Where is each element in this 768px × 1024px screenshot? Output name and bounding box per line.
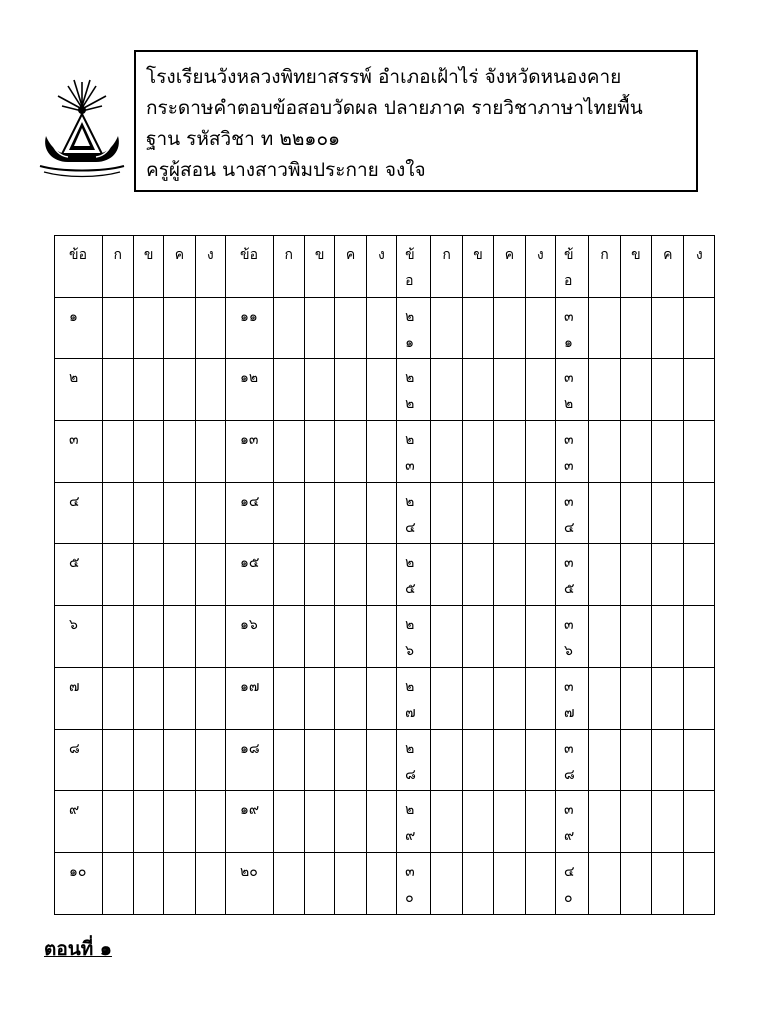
answer-cell-d[interactable]	[525, 359, 555, 421]
answer-cell-b[interactable]	[462, 359, 493, 421]
answer-cell-a[interactable]	[102, 421, 133, 483]
answer-cell-d[interactable]	[684, 667, 715, 729]
answer-cell-d[interactable]	[366, 852, 396, 914]
table-row	[55, 297, 715, 359]
answer-cell-a[interactable]	[102, 482, 133, 544]
exam-title-line: กระดาษคำตอบข้อสอบวัดผล ปลายภาค รายวิชาภาษาไทยพื้น	[146, 97, 643, 119]
item-number: ๑๘	[226, 729, 274, 791]
answer-cell-c[interactable]	[494, 791, 525, 853]
choice-header-a: ก	[273, 236, 304, 298]
item-number: ๑๗	[226, 667, 274, 729]
answer-cell-a[interactable]	[273, 791, 304, 853]
item-number: ๘	[55, 729, 103, 791]
answer-cell-a[interactable]	[431, 297, 462, 359]
item-number-part: ๐	[405, 889, 414, 906]
item-number-part: ๓	[563, 740, 574, 757]
item-number-part: ข้	[405, 247, 415, 263]
answer-cell-c[interactable]	[335, 729, 366, 791]
answer-cell-a[interactable]	[102, 852, 133, 914]
answer-cell-a[interactable]	[589, 791, 620, 853]
answer-cell-b[interactable]	[462, 421, 493, 483]
item-column-header	[397, 236, 431, 298]
answer-cell-a[interactable]	[431, 482, 462, 544]
answer-cell-d[interactable]	[684, 791, 715, 853]
answer-cell-b[interactable]	[620, 297, 651, 359]
answer-cell-d[interactable]	[366, 606, 396, 668]
answer-cell-c[interactable]	[335, 482, 366, 544]
item-number	[397, 606, 431, 668]
answer-cell-c[interactable]	[652, 791, 684, 853]
item-number	[397, 421, 431, 483]
item-number-part: ๓	[563, 555, 574, 572]
answer-cell-b[interactable]	[304, 606, 334, 668]
item-number-part: ๙	[563, 828, 575, 845]
item-number-part: ๒	[563, 396, 574, 413]
choice-header-c: ค	[494, 236, 525, 298]
answer-cell-d[interactable]	[366, 297, 396, 359]
choice-header-a: ก	[431, 236, 462, 298]
item-number: ๑	[55, 297, 103, 359]
answer-cell-c[interactable]	[494, 482, 525, 544]
answer-cell-b[interactable]	[462, 482, 493, 544]
answer-sheet-table	[54, 235, 715, 915]
answer-cell-c[interactable]	[164, 852, 195, 914]
item-number-part: ๓	[405, 458, 415, 475]
choice-header-b: ข	[304, 236, 334, 298]
item-number-part: ๓	[563, 370, 574, 387]
answer-cell-c[interactable]	[652, 544, 684, 606]
item-number-part: ๗	[563, 704, 575, 721]
school-emblem	[32, 76, 132, 180]
answer-cell-b[interactable]	[133, 544, 163, 606]
answer-cell-b[interactable]	[620, 359, 651, 421]
answer-cell-b[interactable]	[620, 544, 651, 606]
answer-cell-c[interactable]	[164, 791, 195, 853]
answer-cell-d[interactable]	[195, 606, 225, 668]
answer-cell-c[interactable]	[164, 544, 195, 606]
answer-cell-a[interactable]	[273, 852, 304, 914]
item-number	[397, 852, 431, 914]
answer-cell-c[interactable]	[652, 606, 684, 668]
answer-cell-b[interactable]	[620, 482, 651, 544]
table-row	[55, 421, 715, 483]
item-number: ๑๖	[226, 606, 274, 668]
answer-cell-b[interactable]	[462, 606, 493, 668]
item-number: ๑๒	[226, 359, 274, 421]
item-number-part: ๒	[405, 493, 415, 510]
item-column-header	[555, 236, 588, 298]
answer-cell-b[interactable]	[133, 482, 163, 544]
part-one-label: ตอนที่ ๑	[44, 938, 112, 960]
school-name-line: โรงเรียนวังหลวงพิทยาสรรพ์ อำเภอเฝ้าไร่ จังหวัดหนองคาย	[146, 66, 622, 88]
answer-cell-a[interactable]	[102, 544, 133, 606]
answer-cell-a[interactable]	[273, 297, 304, 359]
answer-cell-a[interactable]	[431, 544, 462, 606]
item-number	[555, 852, 588, 914]
item-number-part: ๓	[405, 863, 415, 880]
answer-cell-d[interactable]	[195, 544, 225, 606]
answer-cell-a[interactable]	[431, 667, 462, 729]
choice-header-a: ก	[589, 236, 620, 298]
item-number-part: ๒	[405, 308, 415, 325]
answer-cell-c[interactable]	[164, 359, 195, 421]
answer-cell-c[interactable]	[335, 606, 366, 668]
item-number: ๑๓	[226, 421, 274, 483]
item-number: ๖	[55, 606, 103, 668]
answer-cell-d[interactable]	[525, 852, 555, 914]
answer-cell-c[interactable]	[164, 421, 195, 483]
answer-cell-d[interactable]	[525, 421, 555, 483]
item-number	[397, 544, 431, 606]
table-row	[55, 729, 715, 791]
item-number-part: ๒	[405, 617, 415, 634]
item-number	[555, 359, 588, 421]
table-header-row	[55, 236, 715, 298]
answer-cell-b[interactable]	[133, 421, 163, 483]
answer-cell-c[interactable]	[652, 297, 684, 359]
item-number	[555, 482, 588, 544]
item-number-part: ๑	[405, 334, 414, 351]
answer-cell-d[interactable]	[195, 791, 225, 853]
answer-cell-a[interactable]	[589, 852, 620, 914]
item-number-part: ๖	[563, 643, 573, 660]
item-number	[555, 297, 588, 359]
answer-cell-d[interactable]	[525, 544, 555, 606]
item-number-part: ๒	[405, 555, 415, 572]
item-number: ๒	[55, 359, 103, 421]
answer-cell-b[interactable]	[620, 667, 651, 729]
answer-cell-d[interactable]	[366, 421, 396, 483]
answer-cell-a[interactable]	[273, 359, 304, 421]
item-number	[555, 544, 588, 606]
answer-cell-b[interactable]	[133, 606, 163, 668]
answer-cell-c[interactable]	[335, 359, 366, 421]
item-number	[397, 667, 431, 729]
answer-cell-b[interactable]	[304, 791, 334, 853]
item-number-part: ๓	[563, 432, 574, 449]
item-number-part: ๔	[405, 519, 416, 536]
answer-cell-d[interactable]	[195, 852, 225, 914]
answer-cell-b[interactable]	[133, 359, 163, 421]
answer-cell-b[interactable]	[304, 852, 334, 914]
answer-cell-b[interactable]	[462, 544, 493, 606]
answer-cell-c[interactable]	[335, 544, 366, 606]
answer-cell-a[interactable]	[589, 421, 620, 483]
answer-cell-a[interactable]	[589, 606, 620, 668]
answer-cell-a[interactable]	[273, 606, 304, 668]
answer-cell-c[interactable]	[335, 791, 366, 853]
answer-cell-a[interactable]	[431, 791, 462, 853]
answer-cell-d[interactable]	[366, 729, 396, 791]
item-number-part: ๒	[405, 740, 415, 757]
item-number-part: ๗	[405, 704, 416, 721]
answer-cell-d[interactable]	[684, 359, 715, 421]
answer-cell-c[interactable]	[335, 297, 366, 359]
item-number: ๑๙	[226, 791, 274, 853]
answer-cell-d[interactable]	[195, 421, 225, 483]
answer-cell-c[interactable]	[164, 667, 195, 729]
answer-cell-d[interactable]	[195, 667, 225, 729]
item-number-part: ๓	[563, 308, 574, 325]
item-number: ๗	[55, 667, 103, 729]
choice-header-b: ข	[133, 236, 163, 298]
choice-header-c: ค	[652, 236, 684, 298]
answer-cell-b[interactable]	[462, 852, 493, 914]
answer-cell-c[interactable]	[494, 421, 525, 483]
item-number-part: ๓	[563, 617, 574, 634]
answer-cell-a[interactable]	[102, 297, 133, 359]
answer-cell-c[interactable]	[494, 297, 525, 359]
item-number-part: อ	[563, 273, 573, 289]
answer-cell-d[interactable]	[366, 791, 396, 853]
choice-header-d: ง	[525, 236, 555, 298]
answer-cell-b[interactable]	[304, 359, 334, 421]
answer-cell-b[interactable]	[620, 606, 651, 668]
answer-cell-d[interactable]	[366, 482, 396, 544]
answer-cell-a[interactable]	[273, 667, 304, 729]
item-number-part: ๔	[563, 863, 575, 880]
answer-cell-a[interactable]	[102, 729, 133, 791]
answer-cell-b[interactable]	[304, 667, 334, 729]
answer-cell-d[interactable]	[684, 544, 715, 606]
subject-code-line: ฐาน รหัสวิชา ท ๒๒๑๐๑	[146, 128, 341, 150]
answer-cell-a[interactable]	[273, 544, 304, 606]
item-number-part: ๓	[563, 493, 574, 510]
answer-cell-a[interactable]	[102, 359, 133, 421]
item-number	[397, 791, 431, 853]
item-number-part: ๓	[563, 678, 574, 695]
answer-cell-c[interactable]	[494, 852, 525, 914]
answer-cell-b[interactable]	[304, 297, 334, 359]
answer-cell-b[interactable]	[620, 421, 651, 483]
item-number	[555, 421, 588, 483]
item-number-part: ๒	[405, 370, 415, 387]
table-row	[55, 791, 715, 853]
answer-cell-d[interactable]	[525, 482, 555, 544]
answer-cell-a[interactable]	[431, 729, 462, 791]
item-number: ๓	[55, 421, 103, 483]
item-number	[397, 729, 431, 791]
answer-cell-b[interactable]	[133, 729, 163, 791]
answer-cell-d[interactable]	[366, 667, 396, 729]
answer-cell-c[interactable]	[335, 852, 366, 914]
item-number-part: ๕	[405, 581, 416, 598]
item-number-part: ๓	[563, 802, 574, 819]
answer-cell-d[interactable]	[525, 791, 555, 853]
answer-cell-a[interactable]	[589, 297, 620, 359]
item-number: ๕	[55, 544, 103, 606]
item-number-part: ๖	[405, 643, 414, 660]
choice-header-d: ง	[684, 236, 715, 298]
choice-header-d: ง	[195, 236, 225, 298]
item-number-part: ๓	[563, 458, 574, 475]
answer-cell-c[interactable]	[335, 421, 366, 483]
answer-cell-b[interactable]	[620, 852, 651, 914]
item-number-part: ๒	[405, 802, 415, 819]
table-row	[55, 359, 715, 421]
answer-cell-c[interactable]	[652, 482, 684, 544]
item-number	[397, 297, 431, 359]
table-row	[55, 606, 715, 668]
choice-header-c: ค	[335, 236, 366, 298]
answer-cell-b[interactable]	[304, 729, 334, 791]
answer-cell-b[interactable]	[304, 421, 334, 483]
choice-header-c: ค	[164, 236, 195, 298]
answer-cell-c[interactable]	[652, 729, 684, 791]
item-number: ๑๕	[226, 544, 274, 606]
answer-cell-a[interactable]	[431, 421, 462, 483]
answer-cell-d[interactable]	[195, 482, 225, 544]
item-number	[397, 482, 431, 544]
item-column-header: ข้อ	[55, 236, 103, 298]
item-number: ๑๐	[55, 852, 103, 914]
item-number-part: ๕	[563, 581, 575, 598]
answer-cell-b[interactable]	[133, 297, 163, 359]
answer-cell-c[interactable]	[494, 667, 525, 729]
answer-cell-d[interactable]	[366, 544, 396, 606]
answer-cell-d[interactable]	[195, 729, 225, 791]
answer-cell-b[interactable]	[620, 791, 651, 853]
item-number	[555, 729, 588, 791]
answer-cell-a[interactable]	[102, 667, 133, 729]
answer-cell-d[interactable]	[525, 606, 555, 668]
answer-cell-d[interactable]	[684, 729, 715, 791]
item-number: ๔	[55, 482, 103, 544]
answer-cell-b[interactable]	[620, 729, 651, 791]
answer-cell-b[interactable]	[462, 297, 493, 359]
answer-cell-c[interactable]	[164, 729, 195, 791]
item-number-part: ๐	[563, 889, 573, 906]
answer-cell-b[interactable]	[133, 667, 163, 729]
answer-cell-c[interactable]	[652, 421, 684, 483]
answer-cell-c[interactable]	[494, 359, 525, 421]
answer-cell-a[interactable]	[102, 606, 133, 668]
item-number-part: อ	[405, 273, 414, 289]
answer-cell-c[interactable]	[164, 482, 195, 544]
answer-cell-c[interactable]	[494, 544, 525, 606]
answer-cell-b[interactable]	[462, 791, 493, 853]
item-number: ๙	[55, 791, 103, 853]
answer-cell-c[interactable]	[335, 667, 366, 729]
answer-cell-c[interactable]	[652, 852, 684, 914]
answer-cell-c[interactable]	[164, 606, 195, 668]
table-row	[55, 667, 715, 729]
answer-cell-d[interactable]	[684, 482, 715, 544]
answer-cell-a[interactable]	[589, 544, 620, 606]
answer-cell-a[interactable]	[589, 359, 620, 421]
answer-cell-d[interactable]	[195, 359, 225, 421]
item-number: ๒๐	[226, 852, 274, 914]
item-number-part: ๔	[563, 519, 575, 536]
item-number: ๑๑	[226, 297, 274, 359]
answer-cell-b[interactable]	[304, 544, 334, 606]
item-number	[555, 667, 588, 729]
header-box	[134, 50, 698, 192]
answer-cell-a[interactable]	[273, 482, 304, 544]
answer-cell-d[interactable]	[525, 297, 555, 359]
answer-cell-b[interactable]	[462, 667, 493, 729]
answer-cell-d[interactable]	[195, 297, 225, 359]
table-row	[55, 544, 715, 606]
item-column-header: ข้อ	[226, 236, 274, 298]
item-number	[397, 359, 431, 421]
answer-cell-b[interactable]	[133, 852, 163, 914]
item-number-part: ๑	[563, 334, 573, 351]
item-number-part: ๘	[405, 766, 416, 783]
answer-cell-d[interactable]	[684, 297, 715, 359]
answer-cell-d[interactable]	[525, 729, 555, 791]
answer-cell-c[interactable]	[494, 606, 525, 668]
answer-cell-a[interactable]	[431, 852, 462, 914]
answer-cell-a[interactable]	[273, 729, 304, 791]
item-number-part: ๘	[563, 766, 575, 783]
answer-cell-a[interactable]	[102, 791, 133, 853]
answer-cell-b[interactable]	[462, 729, 493, 791]
answer-cell-d[interactable]	[525, 667, 555, 729]
choice-header-b: ข	[462, 236, 493, 298]
item-number-part: ข้	[563, 247, 574, 263]
table-row	[55, 852, 715, 914]
answer-cell-d[interactable]	[684, 421, 715, 483]
teacher-line: ครูผู้สอน นางสาวพิมประกาย จงใจ	[146, 159, 426, 181]
table-row	[55, 482, 715, 544]
item-number-part: ๒	[405, 678, 415, 695]
item-number-part: ๙	[405, 828, 416, 845]
answer-cell-a[interactable]	[431, 606, 462, 668]
answer-cell-b[interactable]	[133, 791, 163, 853]
answer-cell-b[interactable]	[304, 482, 334, 544]
answer-cell-a[interactable]	[589, 729, 620, 791]
answer-cell-d[interactable]	[366, 359, 396, 421]
answer-cell-c[interactable]	[652, 667, 684, 729]
answer-cell-c[interactable]	[494, 729, 525, 791]
item-number: ๑๔	[226, 482, 274, 544]
item-number-part: ๒	[405, 396, 415, 413]
answer-cell-a[interactable]	[273, 421, 304, 483]
item-number-part: ๒	[405, 432, 415, 449]
answer-cell-a[interactable]	[589, 667, 620, 729]
choice-header-a: ก	[102, 236, 133, 298]
answer-cell-c[interactable]	[652, 359, 684, 421]
choice-header-d: ง	[366, 236, 396, 298]
item-number	[555, 606, 588, 668]
item-number	[555, 791, 588, 853]
answer-cell-a[interactable]	[589, 482, 620, 544]
answer-cell-c[interactable]	[164, 297, 195, 359]
answer-cell-a[interactable]	[431, 359, 462, 421]
answer-cell-d[interactable]	[684, 606, 715, 668]
answer-cell-d[interactable]	[684, 852, 715, 914]
choice-header-b: ข	[620, 236, 651, 298]
emblem-graphic	[32, 76, 132, 180]
